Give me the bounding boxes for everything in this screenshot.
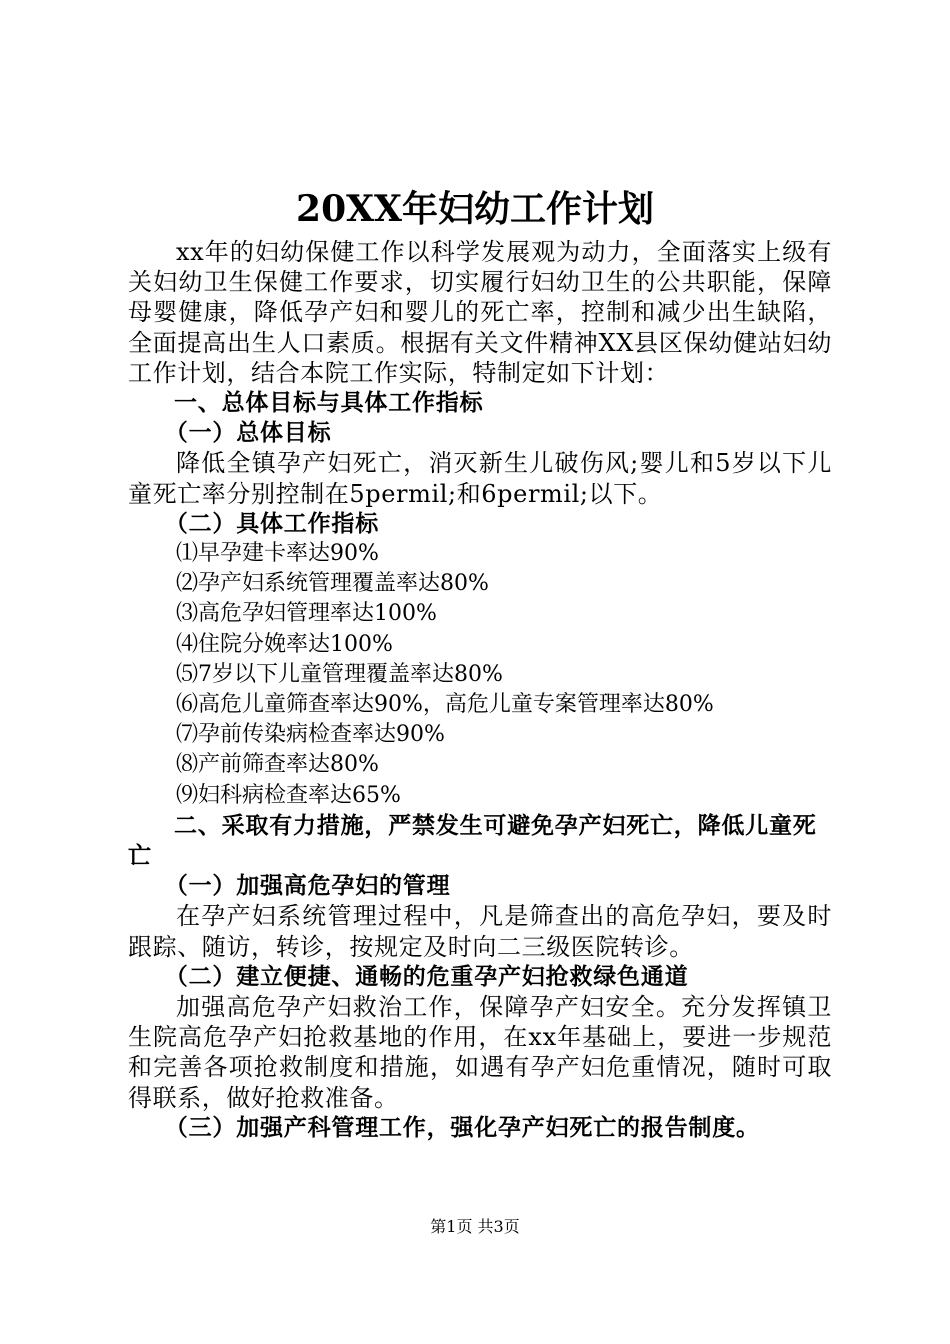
indicator-item: ⑶高危孕妇管理率达100% <box>176 601 437 627</box>
indicator-item: ⑷住院分娩率达100% <box>176 631 393 657</box>
intro-paragraph: xx年的妇幼保健工作以科学发展观为动力，全面落实上级有关妇幼卫生保健工作要求，切实履行妇幼卫生的公共职能，保障母婴健康，降低孕产妇和婴儿的死亡率，控制和减少出生缺陷，全面提高出生人口素质。根据有关文件精神XX县区保幼健站妇幼工作计划，结合本院工作实际，特制定如下计划： <box>128 238 832 387</box>
document-title: 20XX年妇幼工作计划 <box>296 188 654 230</box>
section2-heading: 二、采取有力措施，严禁发生可避免孕产妇死亡，降低儿童死亡 <box>128 812 817 870</box>
indicator-item: ⑹高危儿童筛查率达90%，高危儿童专案管理率达80% <box>176 692 714 718</box>
document-body <box>128 237 832 1143</box>
indicator-item: ⑼妇科病检查率达65% <box>176 782 401 808</box>
indicator-item: ⑻产前筛查率达80% <box>176 752 379 778</box>
indicator-list <box>128 539 832 811</box>
section2-sub2-heading: （二）建立便捷、通畅的危重孕产妇抢救绿色通道 <box>164 963 689 990</box>
indicator-item: ⑺孕前传染病检查率达90% <box>176 722 445 748</box>
section1-sub2-heading: （二）具体工作指标 <box>164 510 379 537</box>
section2-sub3-heading: （三）加强产科管理工作，强化孕产妇死亡的报告制度。 <box>164 1114 760 1141</box>
indicator-item: ⑸7岁以下儿童管理覆盖率达80% <box>176 661 503 687</box>
section1-sub1-heading: （一）总体目标 <box>164 420 332 447</box>
page-footer: 第1页 共3页 <box>430 1217 520 1236</box>
section2-sub1-text: 在孕产妇系统管理过程中，凡是筛查出的高危孕妇，要及时跟踪、随访，转诊，按规定及时向二三级医院转诊。 <box>128 902 832 961</box>
indicator-item: ⑴早孕建卡率达90% <box>176 541 379 567</box>
section1-heading: 一、总体目标与具体工作指标 <box>174 390 484 417</box>
section2-sub2-text: 加强高危孕产妇救治工作，保障孕产妇安全。充分发挥镇卫生院高危孕产妇抢救基地的作用，在xx年基础上，要进一步规范和完善各项抢救制度和措施，如遇有孕产妇危重情况，随时可取得联系，做好抢救准备。 <box>128 993 832 1112</box>
indicator-item: ⑵孕产妇系统管理覆盖率达80% <box>176 571 489 597</box>
section1-sub1-text: 降低全镇孕产妇死亡，消灭新生儿破伤风;婴儿和5岁以下儿童死亡率分别控制在5permil;和6permil;以下。 <box>128 449 832 508</box>
section2-sub1-heading: （一）加强高危孕妇的管理 <box>164 873 451 900</box>
